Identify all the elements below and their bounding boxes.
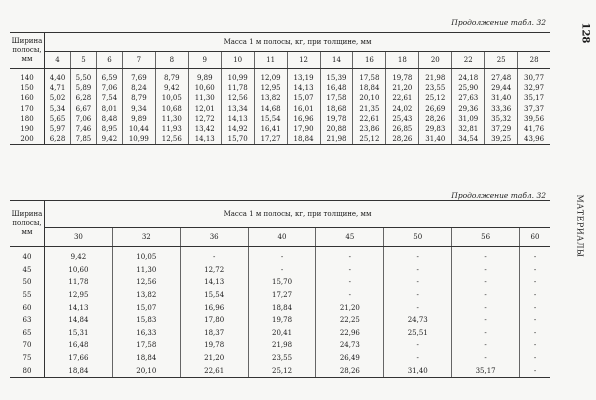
- mass-cell: 9,89: [122, 114, 155, 124]
- mass-cell: 14,13: [180, 276, 248, 289]
- mass-cell: 12,01: [188, 104, 221, 114]
- mass-cell: -: [384, 247, 452, 264]
- mass-cell: 17,27: [254, 134, 287, 145]
- mass-cell: 10,05: [155, 93, 188, 103]
- mass-cell: 22,96: [316, 327, 384, 340]
- mass-cell: 15,39: [320, 69, 353, 84]
- mass-cell: -: [316, 247, 384, 264]
- row-width-value: 70: [10, 339, 45, 352]
- mass-cell: 17,58: [112, 339, 180, 352]
- thickness-column-header: 28: [518, 52, 550, 69]
- mass-cell: 7,85: [70, 134, 96, 145]
- mass-cell: 23,55: [419, 83, 452, 93]
- mass-cell: -: [316, 276, 384, 289]
- mass-cell: 14,13: [287, 83, 320, 93]
- mass-cell: 28,26: [316, 364, 384, 377]
- mass-cell: -: [316, 264, 384, 277]
- mass-cell: 15,54: [180, 289, 248, 302]
- thickness-column-header: 14: [320, 52, 353, 69]
- thickness-column-header: 45: [316, 228, 384, 247]
- mass-cell: 7,06: [96, 83, 122, 93]
- mass-cell: 7,06: [70, 114, 96, 124]
- thickness-column-header: 12: [287, 52, 320, 69]
- mass-cell: 25,12: [353, 134, 386, 145]
- mass-cell: 18,84: [287, 134, 320, 145]
- mass-cell: 8,95: [96, 124, 122, 134]
- table-row: [10, 352, 550, 365]
- mass-cell: 17,58: [320, 93, 353, 103]
- mass-cell: 6,67: [70, 104, 96, 114]
- mass-cell: 13,34: [221, 104, 254, 114]
- mass-cell: 29,44: [485, 83, 518, 93]
- row-width-value: 60: [10, 301, 45, 314]
- mass-cell: 16,41: [254, 124, 287, 134]
- mass-cell: 8,79: [155, 69, 188, 84]
- mass-cell: 23,86: [353, 124, 386, 134]
- row-header-line: полосы,: [12, 219, 42, 227]
- mass-cell: 24,73: [384, 314, 452, 327]
- mass-cell: 30,77: [518, 69, 550, 84]
- mass-cell: 39,25: [485, 134, 518, 145]
- mass-cell: 10,44: [122, 124, 155, 134]
- mass-cell: 16,48: [45, 339, 113, 352]
- mass-table-1: [10, 32, 550, 145]
- thickness-column-header: 30: [45, 228, 113, 247]
- mass-cell: 17,90: [287, 124, 320, 134]
- mass-cell: 12,56: [155, 134, 188, 145]
- table-row: [10, 69, 550, 84]
- mass-cell: 29,83: [419, 124, 452, 134]
- mass-cell: -: [452, 314, 520, 327]
- mass-cell: 22,25: [316, 314, 384, 327]
- mass-cell: 31,09: [452, 114, 485, 124]
- mass-cell: 20,10: [112, 364, 180, 377]
- mass-cell: 14,13: [221, 114, 254, 124]
- mass-cell: 31,40: [419, 134, 452, 145]
- mass-cell: 26,49: [316, 352, 384, 365]
- mass-cell: 25,90: [452, 83, 485, 93]
- mass-cell: 11,78: [45, 276, 113, 289]
- thickness-column-header: 22: [452, 52, 485, 69]
- mass-cell: 21,98: [419, 69, 452, 84]
- mass-cell: 12,09: [254, 69, 287, 84]
- mass-cell: -: [520, 247, 550, 264]
- row-width-value: 150: [10, 83, 45, 93]
- table-row: [10, 327, 550, 340]
- mass-cell: 18,84: [45, 364, 113, 377]
- thickness-column-header: 9: [188, 52, 221, 69]
- mass-cell: 13,82: [254, 93, 287, 103]
- mass-cell: 19,78: [180, 339, 248, 352]
- mass-cell: 14,84: [45, 314, 113, 327]
- row-width-value: 45: [10, 264, 45, 277]
- width-column-header: [10, 201, 45, 247]
- row-width-value: 160: [10, 93, 45, 103]
- mass-cell: 15,54: [254, 114, 287, 124]
- mass-cell: 12,72: [188, 114, 221, 124]
- mass-cell: -: [520, 264, 550, 277]
- mass-cell: 16,01: [287, 104, 320, 114]
- mass-cell: -: [384, 276, 452, 289]
- mass-cell: 25,12: [419, 93, 452, 103]
- mass-cell: 37,29: [485, 124, 518, 134]
- mass-cell: 10,68: [155, 104, 188, 114]
- mass-cell: 7,54: [96, 93, 122, 103]
- thickness-column-header: 6: [96, 52, 122, 69]
- row-width-value: 55: [10, 289, 45, 302]
- mass-cell: 19,78: [320, 114, 353, 124]
- table-row: [10, 247, 550, 264]
- mass-cell: 26,69: [419, 104, 452, 114]
- mass-table-2: [10, 200, 550, 378]
- mass-cell: 10,05: [112, 247, 180, 264]
- table-row: [10, 124, 550, 134]
- mass-cell: 4,40: [45, 69, 71, 84]
- mass-cell: 21,98: [320, 134, 353, 145]
- row-width-value: 200: [10, 134, 45, 145]
- mass-cell: 25,12: [248, 364, 316, 377]
- mass-cell: 9,42: [45, 247, 113, 264]
- mass-cell: 41,76: [518, 124, 550, 134]
- mass-cell: -: [384, 352, 452, 365]
- mass-cell: 16,33: [112, 327, 180, 340]
- mass-cell: -: [520, 289, 550, 302]
- mass-cell: 20,41: [248, 327, 316, 340]
- mass-cell: 15,07: [112, 301, 180, 314]
- mass-cell: 8,48: [96, 114, 122, 124]
- mass-cell: 34,54: [452, 134, 485, 145]
- mass-cell: 43,96: [518, 134, 550, 145]
- table-row: [10, 93, 550, 103]
- mass-cell: 18,68: [320, 104, 353, 114]
- mass-cell: 29,36: [452, 104, 485, 114]
- mass-cell: 33,36: [485, 104, 518, 114]
- mass-cell: 17,66: [45, 352, 113, 365]
- mass-cell: 25,43: [386, 114, 419, 124]
- mass-cell: 25,51: [384, 327, 452, 340]
- table-row: [10, 289, 550, 302]
- mass-cell: -: [384, 289, 452, 302]
- mass-cell: 9,42: [96, 134, 122, 145]
- mass-cell: 24,73: [316, 339, 384, 352]
- mass-cell: 8,24: [122, 83, 155, 93]
- table2-continuation-title: Продолжение табл. 32: [451, 191, 546, 200]
- thickness-column-header: 20: [419, 52, 452, 69]
- mass-cell: 26,85: [386, 124, 419, 134]
- mass-cell: -: [520, 339, 550, 352]
- mass-cell: 15,31: [45, 327, 113, 340]
- row-header-line: полосы,: [12, 46, 42, 54]
- mass-cell: 6,28: [70, 93, 96, 103]
- mass-cell: 10,60: [188, 83, 221, 93]
- mass-cell: 12,56: [221, 93, 254, 103]
- thickness-column-header: 4: [45, 52, 71, 69]
- mass-cell: 31,40: [485, 93, 518, 103]
- row-width-value: 180: [10, 114, 45, 124]
- row-width-value: 75: [10, 352, 45, 365]
- row-width-value: 170: [10, 104, 45, 114]
- table-row: [10, 314, 550, 327]
- mass-cell: 12,72: [180, 264, 248, 277]
- mass-cell: -: [180, 247, 248, 264]
- mass-cell: -: [520, 364, 550, 377]
- table-row: [10, 264, 550, 277]
- mass-cell: 32,81: [452, 124, 485, 134]
- thickness-column-header: 5: [70, 52, 96, 69]
- row-header-line: Ширина: [11, 210, 43, 218]
- mass-cell: 6,28: [45, 134, 71, 145]
- mass-cell: -: [452, 352, 520, 365]
- mass-cell: 11,30: [112, 264, 180, 277]
- table-row: [10, 134, 550, 145]
- thickness-column-header: 16: [353, 52, 386, 69]
- width-column-header: [10, 33, 45, 69]
- thickness-column-header: 60: [520, 228, 550, 247]
- mass-cell: 15,83: [112, 314, 180, 327]
- mass-cell: 4,71: [45, 83, 71, 93]
- mass-cell: -: [452, 247, 520, 264]
- table-row: [10, 339, 550, 352]
- mass-cell: 32,97: [518, 83, 550, 93]
- mass-cell: 12,95: [254, 83, 287, 93]
- mass-cell: 28,26: [419, 114, 452, 124]
- thickness-column-header: 7: [122, 52, 155, 69]
- mass-cell: 5,02: [45, 93, 71, 103]
- mass-cell: -: [452, 264, 520, 277]
- mass-cell: 21,98: [248, 339, 316, 352]
- row-header-line: Ширина: [11, 37, 43, 45]
- mass-cell: -: [316, 289, 384, 302]
- mass-cell: 23,55: [248, 352, 316, 365]
- mass-cell: -: [452, 289, 520, 302]
- mass-cell: 21,35: [353, 104, 386, 114]
- row-header-line: мм: [21, 55, 33, 63]
- mass-cell: 13,19: [287, 69, 320, 84]
- thickness-column-header: 11: [254, 52, 287, 69]
- thickness-column-header: 25: [485, 52, 518, 69]
- mass-cell: 37,37: [518, 104, 550, 114]
- row-width-value: 65: [10, 327, 45, 340]
- mass-cell: 9,89: [188, 69, 221, 84]
- mass-cell: 21,20: [316, 301, 384, 314]
- mass-cell: 14,13: [45, 301, 113, 314]
- mass-cell: -: [520, 301, 550, 314]
- table-row: [10, 364, 550, 377]
- mass-cell: 15,70: [221, 134, 254, 145]
- mass-cell: 22,61: [386, 93, 419, 103]
- mass-cell: -: [248, 264, 316, 277]
- page-number: 128: [579, 22, 591, 44]
- mass-cell: 16,48: [320, 83, 353, 93]
- mass-cell: 6,59: [96, 69, 122, 84]
- mass-cell: 31,40: [384, 364, 452, 377]
- thickness-column-header: 8: [155, 52, 188, 69]
- mass-cell: 24,18: [452, 69, 485, 84]
- row-width-value: 140: [10, 69, 45, 84]
- mass-cell: 9,34: [122, 104, 155, 114]
- mass-cell: -: [384, 264, 452, 277]
- row-width-value: 40: [10, 247, 45, 264]
- mass-cell: -: [520, 276, 550, 289]
- mass-cell: 5,65: [45, 114, 71, 124]
- mass-cell: 7,69: [122, 69, 155, 84]
- table-row: [10, 301, 550, 314]
- mass-cell: 35,32: [485, 114, 518, 124]
- mass-cell: 16,96: [180, 301, 248, 314]
- mass-cell: 5,97: [45, 124, 71, 134]
- thickness-column-header: 40: [248, 228, 316, 247]
- mass-cell: -: [452, 327, 520, 340]
- thickness-group-header: Масса 1 м полосы, кг, при толщине, мм: [45, 33, 551, 52]
- row-header-line: мм: [21, 228, 33, 236]
- mass-cell: 22,61: [180, 364, 248, 377]
- mass-cell: 8,79: [122, 93, 155, 103]
- mass-cell: 11,93: [155, 124, 188, 134]
- mass-cell: 18,84: [112, 352, 180, 365]
- mass-cell: 14,92: [221, 124, 254, 134]
- mass-cell: 20,88: [320, 124, 353, 134]
- mass-cell: 13,82: [112, 289, 180, 302]
- thickness-column-header: 18: [386, 52, 419, 69]
- mass-cell: 8,01: [96, 104, 122, 114]
- thickness-column-header: 10: [221, 52, 254, 69]
- mass-cell: 5,50: [70, 69, 96, 84]
- mass-cell: 15,70: [248, 276, 316, 289]
- mass-cell: 12,95: [45, 289, 113, 302]
- mass-cell: 39,56: [518, 114, 550, 124]
- thickness-column-header: 36: [180, 228, 248, 247]
- mass-cell: -: [452, 301, 520, 314]
- mass-cell: 11,30: [155, 114, 188, 124]
- row-width-value: 63: [10, 314, 45, 327]
- mass-cell: 21,20: [180, 352, 248, 365]
- row-width-value: 190: [10, 124, 45, 134]
- mass-cell: 10,99: [221, 69, 254, 84]
- row-width-value: 80: [10, 364, 45, 377]
- mass-cell: 19,78: [386, 69, 419, 84]
- mass-cell: 12,56: [112, 276, 180, 289]
- mass-cell: 16,96: [287, 114, 320, 124]
- mass-cell: 7,46: [70, 124, 96, 134]
- mass-cell: 14,68: [254, 104, 287, 114]
- mass-cell: 27,48: [485, 69, 518, 84]
- mass-cell: 5,89: [70, 83, 96, 93]
- thickness-column-header: 50: [384, 228, 452, 247]
- mass-cell: -: [384, 301, 452, 314]
- table1-continuation-title: Продолжение табл. 32: [451, 18, 546, 27]
- table-row: [10, 276, 550, 289]
- mass-cell: 18,37: [180, 327, 248, 340]
- mass-cell: 27,63: [452, 93, 485, 103]
- mass-cell: -: [248, 247, 316, 264]
- mass-cell: 14,13: [188, 134, 221, 145]
- mass-cell: 10,60: [45, 264, 113, 277]
- mass-cell: 19,78: [248, 314, 316, 327]
- table-row: [10, 114, 550, 124]
- mass-cell: 13,42: [188, 124, 221, 134]
- section-side-label: МАТЕРИАЛЫ: [575, 194, 585, 258]
- mass-cell: 35,17: [452, 364, 520, 377]
- thickness-group-header: Масса 1 м полосы, кг, при толщине, мм: [45, 201, 551, 228]
- table-row: [10, 104, 550, 114]
- mass-cell: 17,58: [353, 69, 386, 84]
- mass-cell: 10,99: [122, 134, 155, 145]
- mass-cell: 11,78: [221, 83, 254, 93]
- mass-cell: 17,27: [248, 289, 316, 302]
- thickness-column-header: 32: [112, 228, 180, 247]
- mass-cell: 17,80: [180, 314, 248, 327]
- mass-cell: 21,20: [386, 83, 419, 93]
- mass-cell: 22,61: [353, 114, 386, 124]
- mass-cell: 15,07: [287, 93, 320, 103]
- mass-cell: 18,84: [353, 83, 386, 93]
- table-row: [10, 83, 550, 93]
- row-width-value: 50: [10, 276, 45, 289]
- mass-cell: -: [384, 339, 452, 352]
- mass-cell: -: [520, 327, 550, 340]
- mass-cell: 35,17: [518, 93, 550, 103]
- mass-cell: 18,84: [248, 301, 316, 314]
- mass-cell: -: [520, 314, 550, 327]
- mass-cell: 9,42: [155, 83, 188, 93]
- mass-cell: -: [452, 339, 520, 352]
- mass-cell: 11,30: [188, 93, 221, 103]
- mass-cell: 28,26: [386, 134, 419, 145]
- mass-cell: 24,02: [386, 104, 419, 114]
- mass-cell: -: [452, 276, 520, 289]
- thickness-column-header: 56: [452, 228, 520, 247]
- mass-cell: -: [520, 352, 550, 365]
- mass-cell: 20,10: [353, 93, 386, 103]
- mass-cell: 5,34: [45, 104, 71, 114]
